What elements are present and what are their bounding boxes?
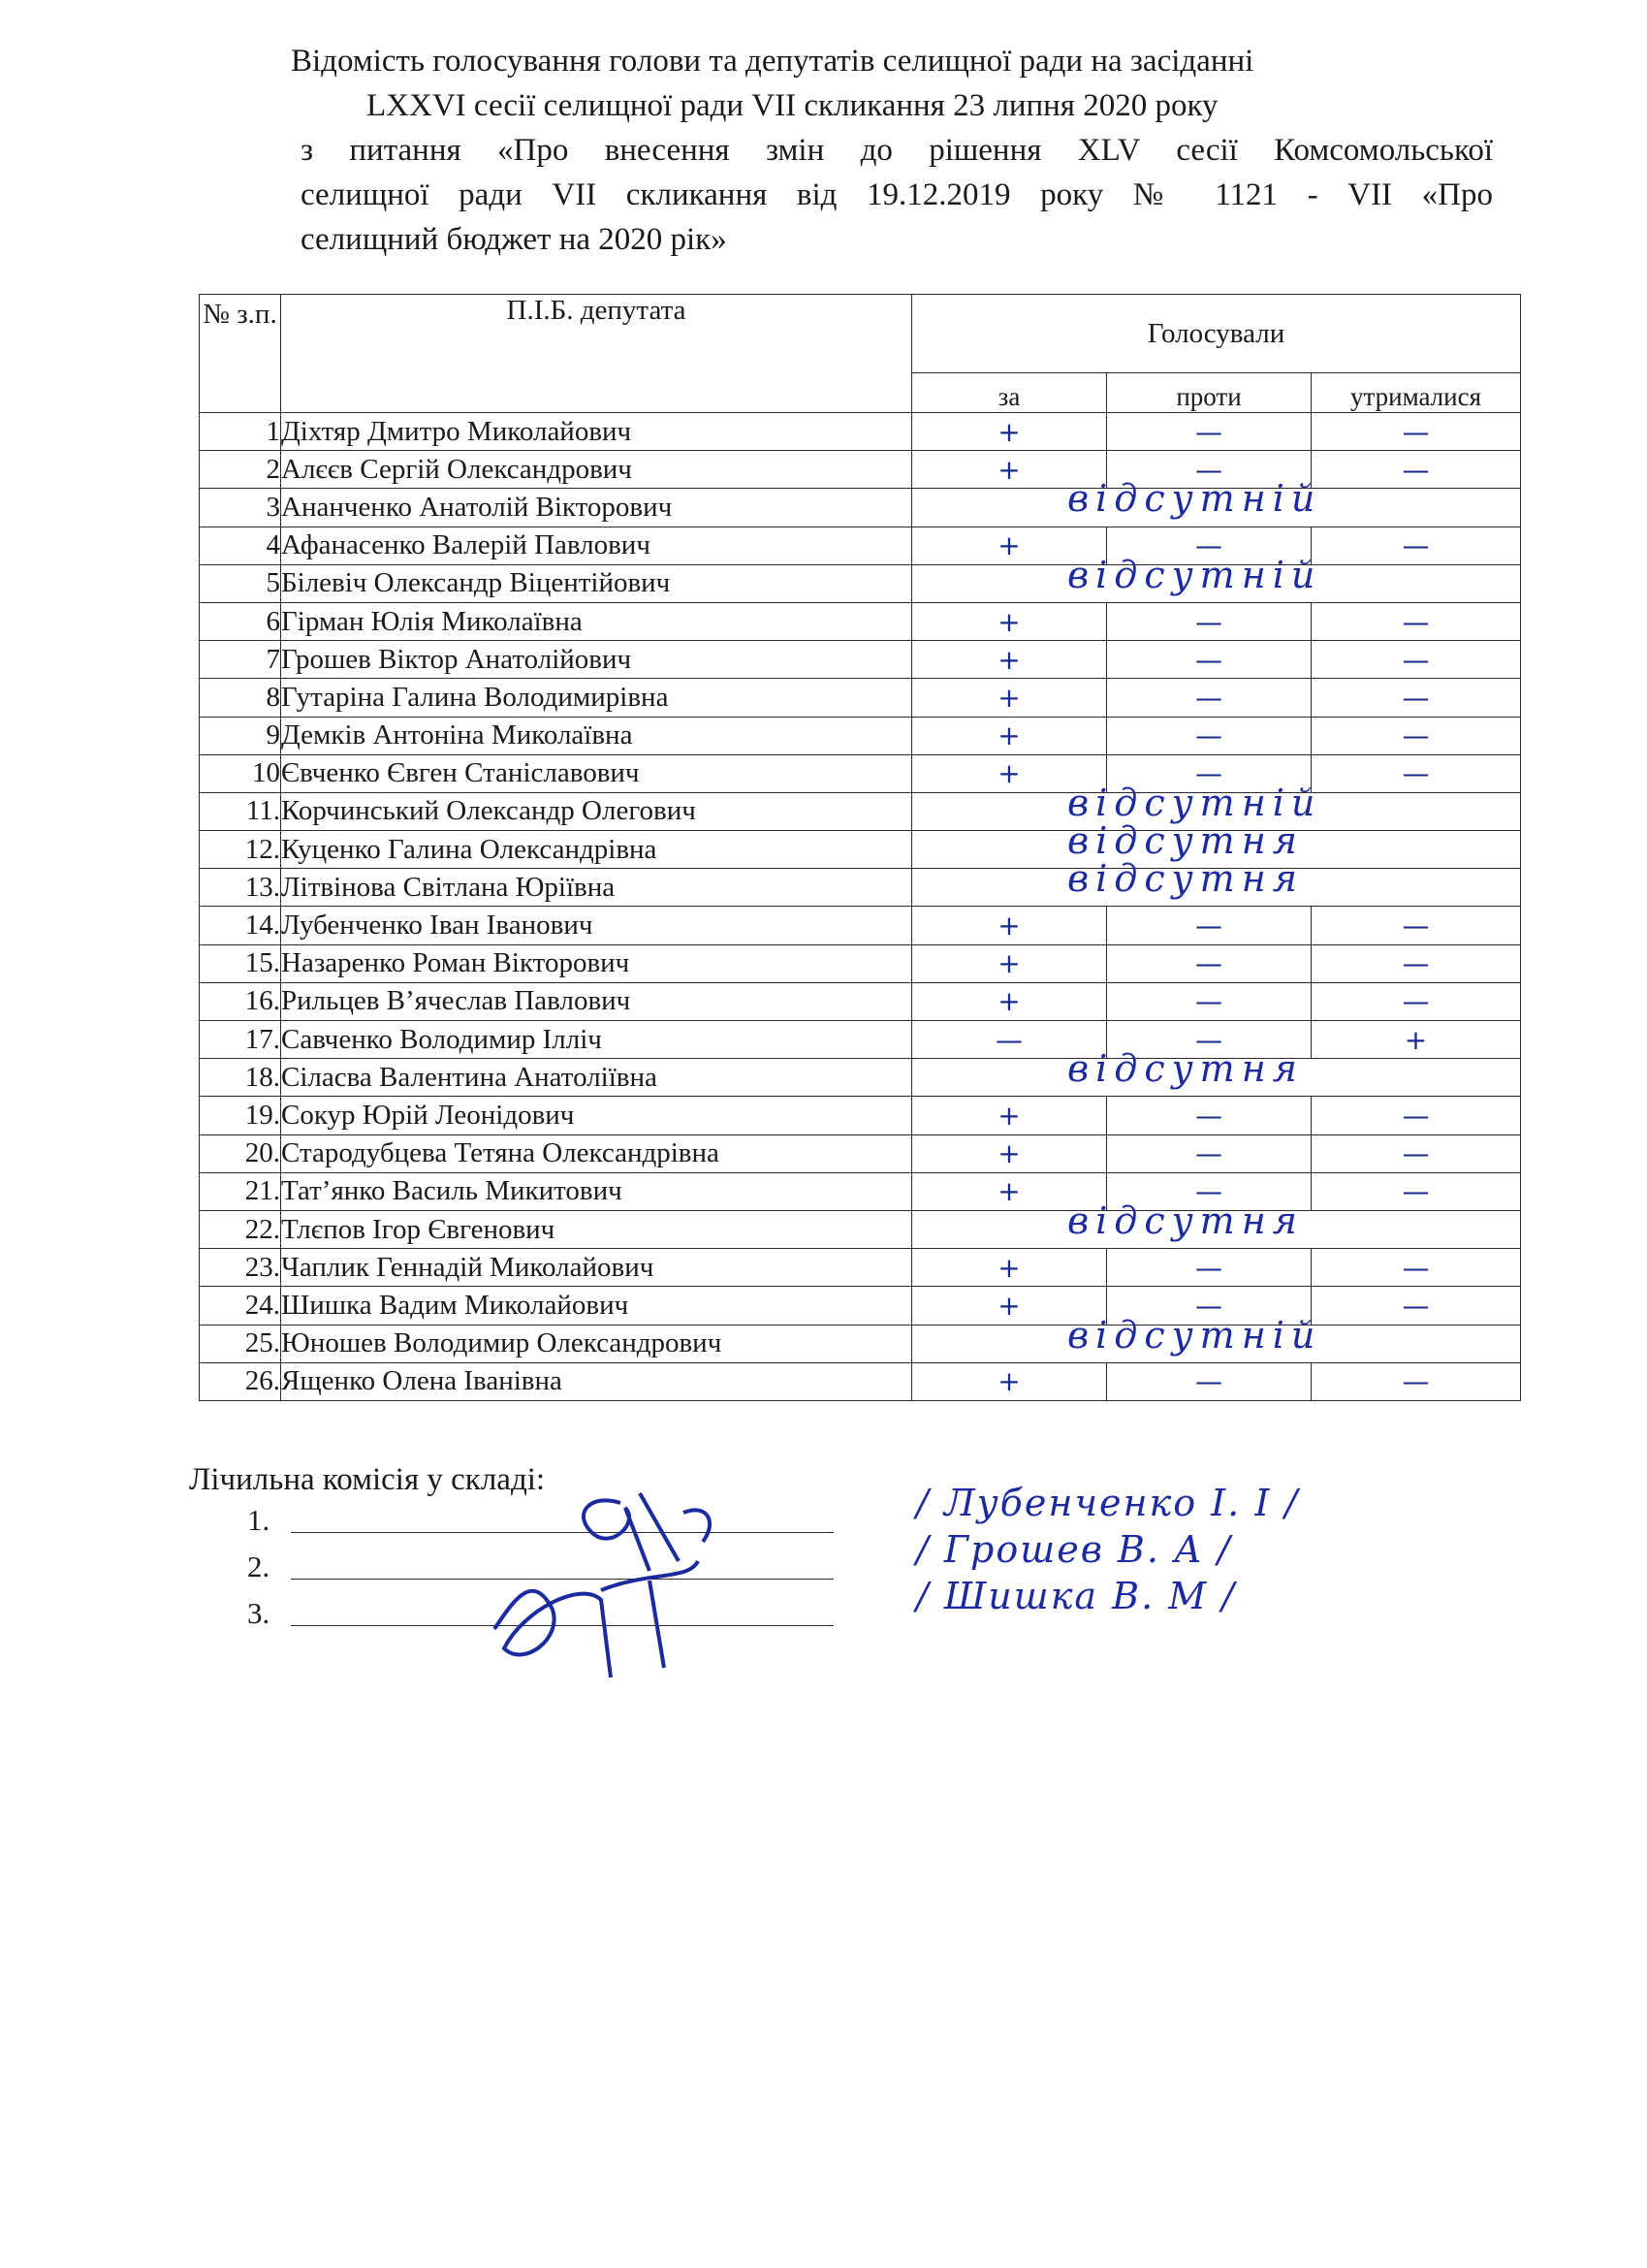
- deputy-name: Тат’янко Василь Микитович: [281, 1172, 912, 1210]
- row-number: 3: [200, 489, 281, 527]
- vote-against: —: [1107, 982, 1312, 1020]
- deputy-name: Сокур Юрій Леонідович: [281, 1097, 912, 1134]
- table-row: [200, 1134, 1521, 1172]
- deputy-name: Сіласва Валентина Анатоліївна: [281, 1059, 912, 1097]
- table-row: [200, 1172, 1521, 1210]
- absent-note: відсутня: [1067, 1047, 1304, 1091]
- vote-for: +: [912, 527, 1107, 564]
- vote-against: —: [1107, 1021, 1312, 1059]
- table-row: [200, 1325, 1521, 1362]
- row-number: 7: [200, 641, 281, 679]
- vote-for: +: [912, 1287, 1107, 1325]
- row-number: 4: [200, 527, 281, 564]
- table-row: [200, 1097, 1521, 1134]
- row-number: 16.: [200, 982, 281, 1020]
- absent-note: відсутня: [1067, 1198, 1304, 1242]
- table-row: [200, 489, 1521, 527]
- deputy-name: Алєєв Сергій Олександрович: [281, 451, 912, 489]
- vote-abstained: —: [1312, 1249, 1521, 1287]
- table-row: [200, 944, 1521, 982]
- table-row: [200, 527, 1521, 564]
- deputy-name: Грошев Віктор Анатолійович: [281, 641, 912, 679]
- absent-note: відсутній: [1067, 553, 1322, 596]
- vote-against: —: [1107, 717, 1312, 754]
- absent-note: відсутня: [1067, 819, 1304, 863]
- absent-note: відсутній: [1067, 1313, 1322, 1357]
- deputy-name: Назаренко Роман Вікторович: [281, 944, 912, 982]
- vote-for: +: [912, 413, 1107, 451]
- vote-for: +: [912, 602, 1107, 640]
- table-row: [200, 1210, 1521, 1248]
- table-row: [200, 413, 1521, 451]
- vote-against: —: [1107, 907, 1312, 944]
- table-row: [200, 1249, 1521, 1287]
- vote-for: +: [912, 982, 1107, 1020]
- row-number: 17.: [200, 1021, 281, 1059]
- deputy-name: Куценко Галина Олександрівна: [281, 831, 912, 869]
- absent-cell: [912, 553, 1521, 602]
- vote-abstained: —: [1312, 602, 1521, 640]
- absent-cell: [912, 857, 1521, 907]
- table-row: [200, 641, 1521, 679]
- vote-for: +: [912, 1362, 1107, 1400]
- vote-for: +: [912, 451, 1107, 489]
- deputy-name: Літвінова Світлана Юріївна: [281, 869, 912, 907]
- vote-abstained: —: [1312, 1362, 1521, 1400]
- row-number: 1: [200, 413, 281, 451]
- vote-against: —: [1107, 1249, 1312, 1287]
- commission-member-2: [247, 1528, 1232, 1584]
- title-line-4: селищної ради VII скликання від 19.12.2019 року № 1121 - VII «Про: [301, 177, 1493, 212]
- absent-note: відсутній: [1067, 477, 1322, 521]
- vote-against: —: [1107, 527, 1312, 564]
- row-number: 24.: [200, 1287, 281, 1325]
- deputy-name: Чаплик Геннадій Миколайович: [281, 1249, 912, 1287]
- vote-abstained: —: [1312, 413, 1521, 451]
- deputy-name: Демків Антоніна Миколаївна: [281, 717, 912, 754]
- vote-against: —: [1107, 1097, 1312, 1134]
- vote-against: —: [1107, 944, 1312, 982]
- row-number: 15.: [200, 944, 281, 982]
- deputy-name: Юношев Володимир Олександрович: [281, 1325, 912, 1362]
- deputy-name: Гірман Юлія Миколаївна: [281, 602, 912, 640]
- deputy-name: Корчинський Олександр Олегович: [281, 792, 912, 830]
- row-number: 8: [200, 679, 281, 717]
- header-for: за: [912, 373, 1107, 413]
- vote-for: +: [912, 641, 1107, 679]
- vote-against: —: [1107, 641, 1312, 679]
- table-body: [200, 413, 1521, 1401]
- deputy-name: Лубенченко Іван Іванович: [281, 907, 912, 944]
- table-row: [200, 831, 1521, 869]
- table-row: [200, 1021, 1521, 1059]
- table-row: [200, 451, 1521, 489]
- table-row: [200, 1362, 1521, 1400]
- table-row: [200, 982, 1521, 1020]
- deputy-name: Афанасенко Валерій Павлович: [281, 527, 912, 564]
- vote-against: —: [1107, 679, 1312, 717]
- header-against: проти: [1107, 373, 1312, 413]
- absent-cell: [912, 477, 1521, 527]
- member-index: 1.: [247, 1503, 270, 1537]
- title-line-1: Відомість голосування голови та депутатів селищної ради на засіданні: [291, 44, 1254, 79]
- document-title: [281, 39, 1493, 262]
- row-number: 14.: [200, 907, 281, 944]
- vote-abstained: —: [1312, 717, 1521, 754]
- row-number: 18.: [200, 1059, 281, 1097]
- vote-abstained: —: [1312, 679, 1521, 717]
- member-handwritten-name: / Шишка В. М /: [916, 1575, 1237, 1617]
- commission-label: Лічильна комісія у складі:: [189, 1462, 546, 1497]
- vote-abstained: +: [1312, 1021, 1521, 1059]
- deputy-name: Ященко Олена Іванівна: [281, 1362, 912, 1400]
- row-number: 5: [200, 564, 281, 602]
- commission-member-1: [247, 1482, 1300, 1538]
- member-index: 3.: [247, 1596, 270, 1630]
- deputy-name: Тлєпов Ігор Євгенович: [281, 1210, 912, 1248]
- deputy-name: Євченко Євген Станіславович: [281, 754, 912, 792]
- deputy-name: Стародубцева Тетяна Олександрівна: [281, 1134, 912, 1172]
- row-number: 10: [200, 754, 281, 792]
- vote-for: —: [912, 1021, 1107, 1059]
- vote-against: —: [1107, 1172, 1312, 1210]
- deputy-name: Савченко Володимир Ілліч: [281, 1021, 912, 1059]
- row-number: 26.: [200, 1362, 281, 1400]
- header-name: П.І.Б. депутата: [281, 295, 912, 413]
- table-row: [200, 564, 1521, 602]
- vote-for: +: [912, 1134, 1107, 1172]
- deputy-name: Гутаріна Галина Володимирівна: [281, 679, 912, 717]
- table-row: [200, 754, 1521, 792]
- row-number: 21.: [200, 1172, 281, 1210]
- row-number: 25.: [200, 1325, 281, 1362]
- row-number: 6: [200, 602, 281, 640]
- vote-abstained: —: [1312, 982, 1521, 1020]
- table-row: [200, 679, 1521, 717]
- member-index: 2.: [247, 1549, 270, 1583]
- deputy-name: Діхтяр Дмитро Миколайович: [281, 413, 912, 451]
- vote-abstained: —: [1312, 907, 1521, 944]
- table-row: [200, 717, 1521, 754]
- vote-abstained: —: [1312, 1172, 1521, 1210]
- vote-abstained: —: [1312, 754, 1521, 792]
- row-number: 2: [200, 451, 281, 489]
- vote-abstained: —: [1312, 641, 1521, 679]
- deputy-name: Рильцев В’ячеслав Павлович: [281, 982, 912, 1020]
- vote-for: +: [912, 944, 1107, 982]
- absent-cell: [912, 1198, 1521, 1248]
- member-handwritten-name: / Лубенченко І. І /: [916, 1482, 1300, 1524]
- vote-against: —: [1107, 1362, 1312, 1400]
- vote-for: +: [912, 1172, 1107, 1210]
- header-number: № з.п.: [200, 295, 281, 413]
- absent-cell: [912, 1313, 1521, 1362]
- absent-note: відсутня: [1067, 857, 1304, 901]
- vote-against: —: [1107, 1134, 1312, 1172]
- vote-for: +: [912, 907, 1107, 944]
- header-votes: Голосували: [912, 295, 1521, 373]
- table-row: [200, 907, 1521, 944]
- vote-abstained: —: [1312, 527, 1521, 564]
- vote-against: —: [1107, 754, 1312, 792]
- row-number: 9: [200, 717, 281, 754]
- row-number: 22.: [200, 1210, 281, 1248]
- row-number: 19.: [200, 1097, 281, 1134]
- header-abstained: утрималися: [1312, 373, 1521, 413]
- deputy-name: Шишка Вадим Миколайович: [281, 1287, 912, 1325]
- vote-for: +: [912, 679, 1107, 717]
- vote-abstained: —: [1312, 451, 1521, 489]
- row-number: 13.: [200, 869, 281, 907]
- table-row: [200, 602, 1521, 640]
- deputy-name: Ананченко Анатолій Вікторович: [281, 489, 912, 527]
- row-number: 12.: [200, 831, 281, 869]
- row-number: 20.: [200, 1134, 281, 1172]
- vote-for: +: [912, 717, 1107, 754]
- row-number: 11.: [200, 792, 281, 830]
- table-row: [200, 792, 1521, 830]
- title-line-5: селищний бюджет на 2020 рік»: [301, 222, 727, 257]
- vote-abstained: —: [1312, 1097, 1521, 1134]
- table-row: [200, 1059, 1521, 1097]
- signatures-graphic: [456, 1484, 766, 1697]
- vote-against: —: [1107, 1287, 1312, 1325]
- vote-abstained: —: [1312, 944, 1521, 982]
- vote-for: +: [912, 1249, 1107, 1287]
- title-line-2: LXXVI сесії селищної ради VII скликання 23 липня 2020 року: [366, 88, 1219, 123]
- voting-table: [199, 294, 1521, 1401]
- vote-abstained: —: [1312, 1134, 1521, 1172]
- member-handwritten-name: / Грошев В. А /: [916, 1528, 1232, 1571]
- vote-for: +: [912, 754, 1107, 792]
- commission-member-3: [247, 1575, 1237, 1631]
- vote-for: +: [912, 1097, 1107, 1134]
- vote-against: —: [1107, 451, 1312, 489]
- vote-against: —: [1107, 413, 1312, 451]
- row-number: 23.: [200, 1249, 281, 1287]
- deputy-name: Білевіч Олександр Віцентійович: [281, 564, 912, 602]
- table-row: [200, 869, 1521, 907]
- absent-cell: [912, 1047, 1521, 1097]
- table-row: [200, 1287, 1521, 1325]
- vote-against: —: [1107, 602, 1312, 640]
- vote-abstained: —: [1312, 1287, 1521, 1325]
- title-line-3: з питання «Про внесення змін до рішення XLV сесії Комсомольської: [301, 133, 1493, 168]
- absent-note: відсутній: [1067, 781, 1322, 824]
